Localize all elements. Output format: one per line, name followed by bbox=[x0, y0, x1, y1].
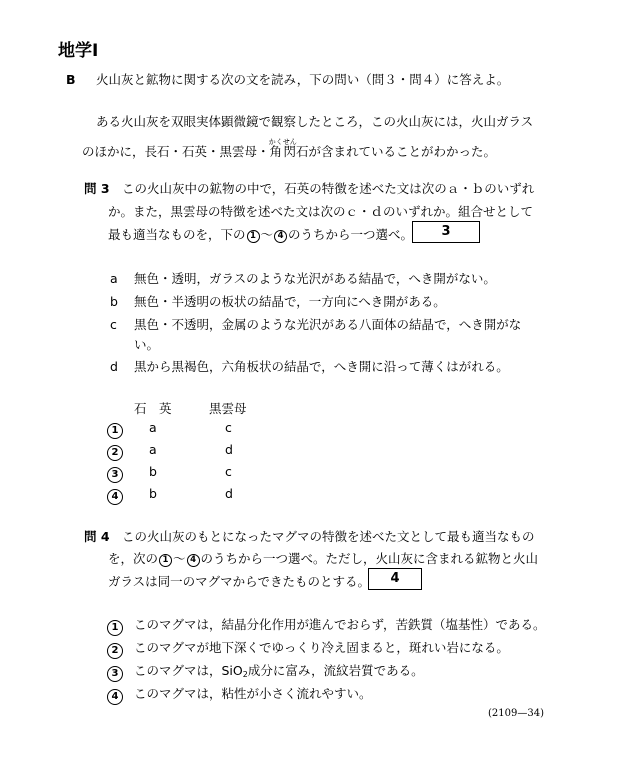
option-3-marker[interactable] bbox=[107, 661, 123, 682]
table-cell-biotite: c bbox=[225, 464, 232, 479]
table-row bbox=[107, 462, 123, 483]
q4-label: 問 4 bbox=[84, 529, 110, 544]
passage-line-2 bbox=[82, 138, 496, 159]
q3-statement-d-letter: d bbox=[110, 359, 118, 374]
table-row bbox=[107, 484, 123, 505]
q3-line-3-after: のうちから一つ選べ。 bbox=[288, 227, 414, 242]
subject-title: 地学Ⅰ bbox=[58, 41, 99, 61]
option-4-marker[interactable] bbox=[107, 684, 123, 705]
ruby-text: かくせん bbox=[268, 138, 297, 146]
option-3-text-after: 成分に富み，流紋岩質である。 bbox=[247, 663, 424, 678]
q4-answer-box[interactable]: 4 bbox=[368, 568, 422, 590]
table-cell-quartz: b bbox=[149, 464, 157, 479]
circled-number-1: 1 bbox=[247, 230, 260, 243]
table-cell-quartz: b bbox=[149, 486, 157, 501]
q3-statement-a-letter: a bbox=[110, 271, 118, 286]
circled-number-4: 4 bbox=[187, 554, 200, 567]
q4-range-sep: 〜 bbox=[173, 551, 186, 566]
q3-statement-c-letter: c bbox=[110, 317, 117, 332]
option-1-text: このマグマは，結晶分化作用が進んでおらず，苦鉄質（塩基性）である。 bbox=[134, 617, 546, 632]
q3-line-3 bbox=[108, 229, 413, 243]
passage-line-1: ある火山灰を双眼実体顕微鏡で観察したところ，この火山灰には，火山ガラス bbox=[96, 114, 534, 129]
q3-label: 問 3 bbox=[84, 181, 110, 196]
table-row bbox=[107, 440, 123, 461]
q4-line-2 bbox=[108, 553, 538, 567]
table-cell-biotite: d bbox=[225, 442, 233, 457]
table-header-biotite: 黒雲母 bbox=[209, 401, 247, 416]
table-header-quartz: 石 英 bbox=[134, 401, 172, 416]
option-2-marker[interactable] bbox=[107, 638, 123, 659]
option-1-marker[interactable] bbox=[107, 615, 123, 636]
circled-number-1[interactable]: 1 bbox=[107, 423, 123, 439]
q4-line-3: ガラスは同一のマグマからできたものとする。 bbox=[108, 574, 371, 589]
section-instruction: 火山灰と鉱物に関する次の文を読み，下の問い（問３・問４）に答えよ。 bbox=[96, 72, 510, 87]
ruby-kakusen bbox=[268, 138, 297, 159]
circled-number-1: 1 bbox=[159, 554, 172, 567]
circled-number-1: 1 bbox=[107, 620, 123, 636]
q3-statement-c: 黒色・不透明，金属のような光沢がある八面体の結晶で，へき開がな bbox=[134, 317, 522, 332]
option-3-subscript: 2 bbox=[242, 670, 248, 679]
table-cell-biotite: d bbox=[225, 486, 233, 501]
q3-statement-b: 無色・半透明の板状の結晶で，一方向にへき開がある。 bbox=[134, 294, 446, 309]
table-cell-quartz: a bbox=[149, 420, 157, 435]
passage-line-2-after: 石が含まれていることがわかった。 bbox=[296, 144, 497, 159]
q3-statement-c-cont: い。 bbox=[134, 337, 160, 352]
circled-number-3[interactable]: 3 bbox=[107, 467, 123, 483]
circled-number-4[interactable]: 4 bbox=[107, 489, 123, 505]
q3-statement-a: 無色・透明，ガラスのような光沢がある結晶で，へき開がない。 bbox=[134, 271, 496, 286]
q4-line-1: この火山灰のもとになったマグマの特徴を述べた文として最も適当なもの bbox=[122, 529, 535, 544]
table-cell-biotite: c bbox=[225, 420, 232, 435]
table-row bbox=[107, 418, 123, 439]
q3-range-sep: 〜 bbox=[260, 227, 274, 242]
q3-answer-box[interactable]: 3 bbox=[412, 221, 480, 243]
q4-line-2-before: を，次の bbox=[108, 551, 159, 566]
circled-number-2[interactable]: 2 bbox=[107, 445, 123, 461]
option-3-text bbox=[134, 665, 424, 679]
option-3-text-before: このマグマは，SiO bbox=[134, 663, 243, 678]
q3-line-3-before: 最も適当なものを，下の bbox=[108, 227, 246, 242]
circled-number-3: 3 bbox=[107, 666, 123, 682]
circled-number-4: 4 bbox=[107, 689, 123, 705]
q3-line-2: か。また，黒雲母の特徴を述べた文は次のｃ・ｄのいずれか。組合せとして bbox=[108, 204, 534, 219]
table-cell-quartz: a bbox=[149, 442, 157, 457]
q4-line-2-after: のうちから一つ選べ。ただし，火山灰に含まれる鉱物と火山 bbox=[200, 551, 539, 566]
circled-number-2: 2 bbox=[107, 643, 123, 659]
passage-line-2-before: のほかに，長石・石英・黒雲母・ bbox=[82, 144, 270, 159]
option-4-text: このマグマは，粘性が小さく流れやすい。 bbox=[134, 686, 372, 701]
q3-statement-d: 黒から黒褐色，六角板状の結晶で，へき開に沿って薄くはがれる。 bbox=[134, 359, 509, 374]
section-label: B bbox=[66, 72, 76, 87]
q3-line-1: この火山灰中の鉱物の中で，石英の特徴を述べた文は次のａ・ｂのいずれ bbox=[122, 181, 535, 196]
page-code: (2109—34) bbox=[488, 708, 544, 719]
q3-statement-b-letter: b bbox=[110, 294, 118, 309]
option-2-text: このマグマが地下深くでゆっくり冷え固まると，斑れい岩になる。 bbox=[134, 640, 509, 655]
circled-number-4: 4 bbox=[274, 230, 287, 243]
ruby-base: 角閃 bbox=[268, 144, 297, 159]
